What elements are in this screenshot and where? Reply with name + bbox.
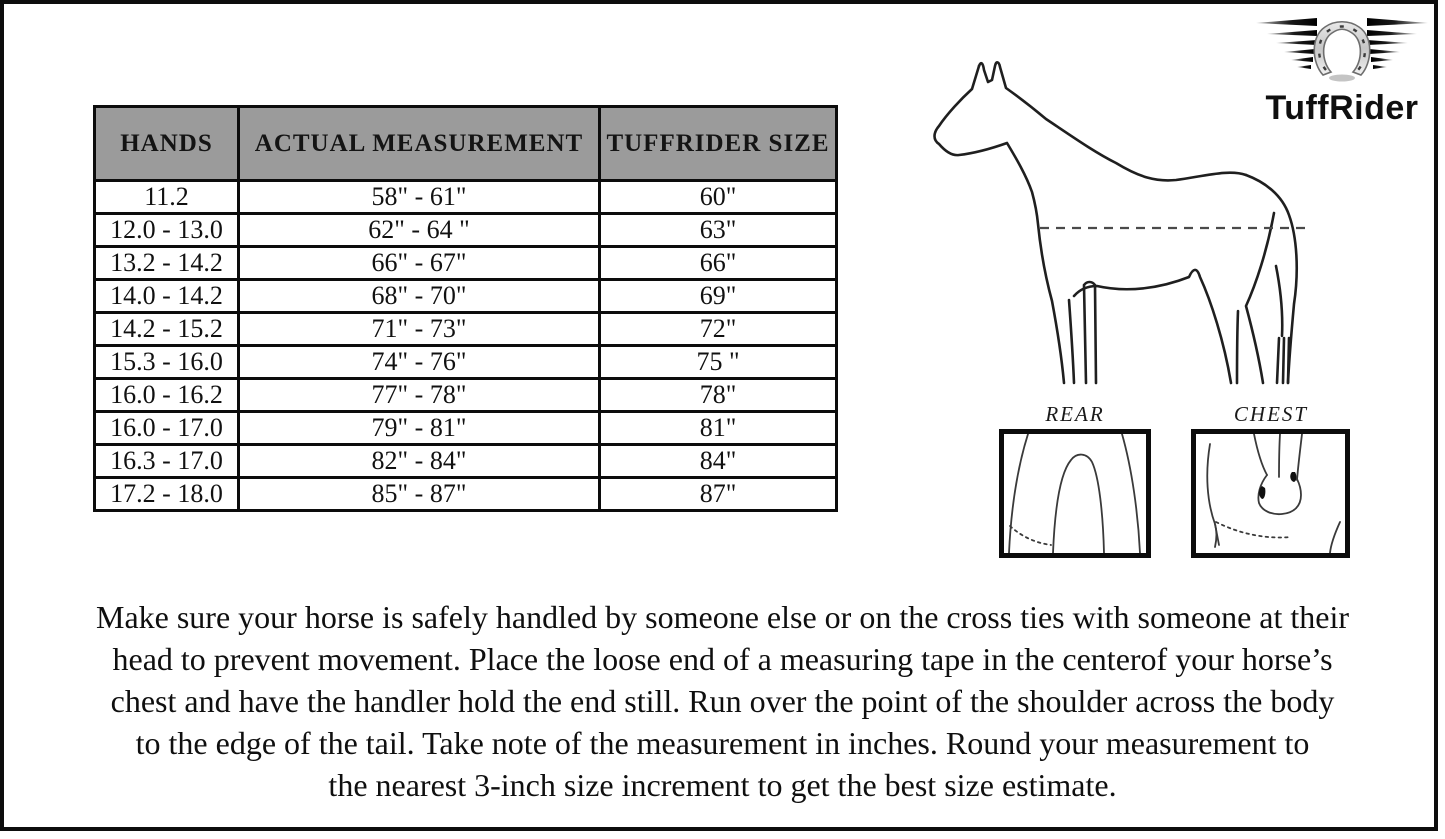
chest-view-box: [1191, 429, 1350, 558]
size-cell: 81": [600, 412, 837, 445]
horse-tail-hair: [1276, 266, 1289, 383]
table-row: [95, 379, 837, 412]
size-cell: 75 ": [600, 346, 837, 379]
horseshoe: [1314, 22, 1370, 75]
measuring-instructions: [20, 596, 1425, 806]
size-cell: 63": [600, 214, 837, 247]
rear-view-diagram: [1004, 434, 1146, 553]
rear-view-label: REAR: [1045, 402, 1105, 426]
size-cell: 87": [600, 478, 837, 511]
measurement-cell: 79" - 81": [239, 412, 600, 445]
hands-cell: 11.2: [95, 181, 239, 214]
measurement-cell: 77" - 78": [239, 379, 600, 412]
hands-cell: 16.0 - 17.0: [95, 412, 239, 445]
chest-view-diagram: [1196, 434, 1345, 553]
column-header-measurement: ACTUAL MEASUREMENT: [239, 107, 600, 181]
horse-second-foreleg: [1084, 282, 1096, 383]
hands-cell: 13.2 - 14.2: [95, 247, 239, 280]
size-cell: 66": [600, 247, 837, 280]
measurement-cell: 62" - 64 ": [239, 214, 600, 247]
right-wing: [1367, 18, 1428, 69]
horse-foreleg-line: [1069, 300, 1074, 383]
instruction-line: to the edge of the tail. Take note of the measurement in inches. Round your measurement to: [135, 725, 1310, 761]
hands-cell: 14.0 - 14.2: [95, 280, 239, 313]
brand-name: TuffRider: [1265, 89, 1419, 127]
left-wing: [1256, 18, 1317, 69]
table-row: [95, 478, 837, 511]
hands-cell: 14.2 - 15.2: [95, 313, 239, 346]
table-row: [95, 247, 837, 280]
chest-view-label: CHEST: [1233, 402, 1309, 426]
instruction-line: chest and have the handler hold the end still. Run over the point of the shoulder across the body: [110, 683, 1335, 719]
hands-cell: 12.0 - 13.0: [95, 214, 239, 247]
column-header-hands: HANDS: [95, 107, 239, 181]
measurement-cell: 68" - 70": [239, 280, 600, 313]
hands-cell: 16.0 - 16.2: [95, 379, 239, 412]
horse-head-outline: [935, 66, 1065, 383]
table-row: [95, 214, 837, 247]
instruction-line: head to prevent movement. Place the loose end of a measuring tape in the centerof your horse’s: [112, 641, 1333, 677]
instruction-line: the nearest 3-inch size increment to get the best size estimate.: [328, 767, 1117, 803]
size-cell: 72": [600, 313, 837, 346]
hands-cell: 17.2 - 18.0: [95, 478, 239, 511]
table-row: [95, 445, 837, 478]
size-cell: 78": [600, 379, 837, 412]
measurement-cell: 58" - 61": [239, 181, 600, 214]
horse-hindquarter-line: [1246, 213, 1274, 383]
measurement-cell: 71" - 73": [239, 313, 600, 346]
table-row: [95, 346, 837, 379]
table-row: [95, 412, 837, 445]
size-cell: 69": [600, 280, 837, 313]
size-cell: 60": [600, 181, 837, 214]
size-cell: 84": [600, 445, 837, 478]
table-row: [95, 313, 837, 346]
table-row: [95, 181, 837, 214]
brand-logo: [1254, 14, 1430, 128]
horse-far-hindleg-line: [1237, 311, 1238, 383]
hands-cell: 16.3 - 17.0: [95, 445, 239, 478]
measurement-cell: 66" - 67": [239, 247, 600, 280]
instruction-line: Make sure your horse is safely handled by someone else or on the cross ties with someone at their: [95, 599, 1349, 635]
nostril-right: [1290, 472, 1296, 482]
measurement-cell: 82" - 84": [239, 445, 600, 478]
column-header-size: TUFFRIDER SIZE: [600, 107, 837, 181]
measurement-cell: 85" - 87": [239, 478, 600, 511]
table-row: [95, 280, 837, 313]
winged-horseshoe-icon: [1254, 14, 1430, 82]
size-chart-table: [93, 105, 838, 512]
horse-belly-line: [1074, 270, 1231, 383]
rear-view-box: [999, 429, 1151, 558]
hands-cell: 15.3 - 16.0: [95, 346, 239, 379]
table-header-row: [95, 107, 837, 181]
measurement-cell: 74" - 76": [239, 346, 600, 379]
